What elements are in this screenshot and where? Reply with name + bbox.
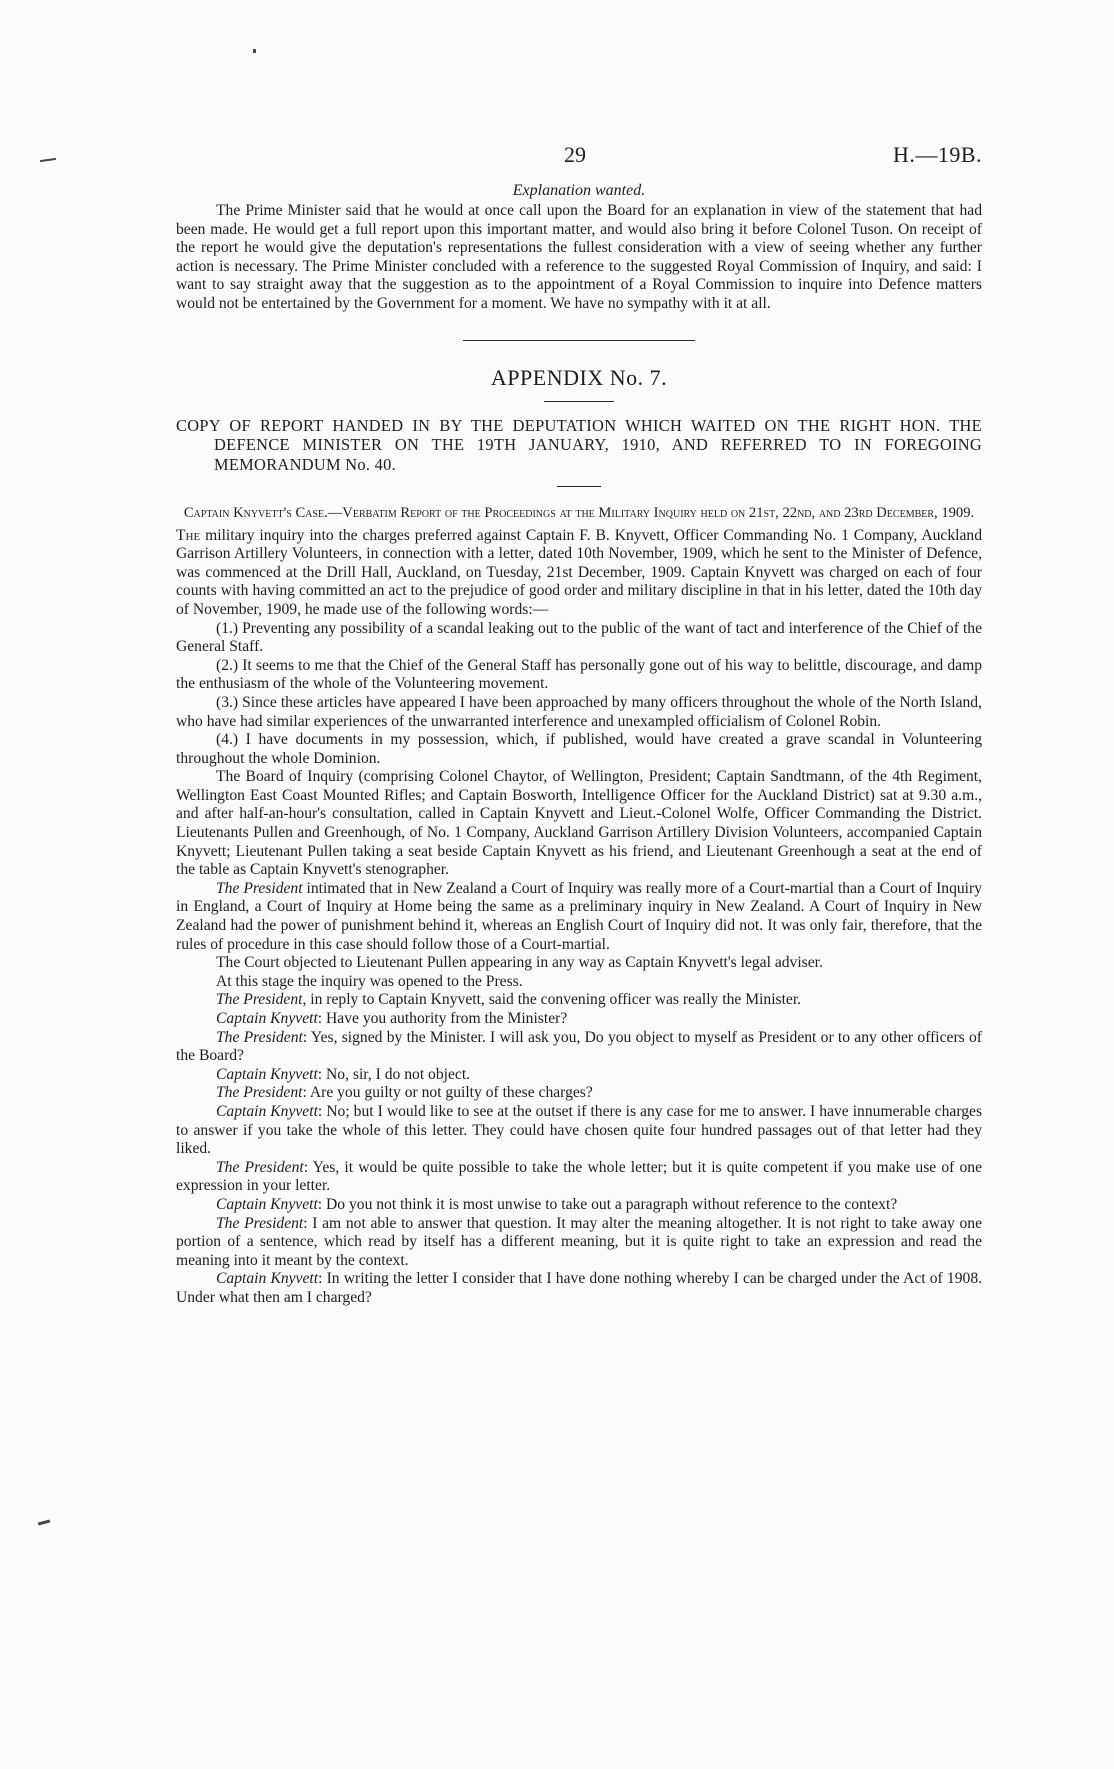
speaker-name: Captain Knyvett — [216, 1102, 318, 1120]
speaker-name: The President — [216, 991, 303, 1009]
case-heading: Captain Knyvett's Case.—Verbatim Report of the Proceedings at the Military Inquiry held on 21st, 22nd, and 23rd December, 1909. — [183, 505, 975, 522]
dialogue-paragraph — [176, 1270, 982, 1307]
count-4: (4.) I have documents in my possession, which, if published, would have created a grave scandal in Volunteering throughout the whole Dominion. — [176, 731, 982, 767]
speaker-separator: : — [303, 1214, 313, 1232]
speaker-name: The President — [216, 1158, 304, 1176]
count-1: (1.) Preventing any possibility of a scandal leaking out to the public of the want of tact and interference of the Chief of the General Staff. — [176, 619, 982, 656]
speaker-name: Captain Knyvett — [216, 1270, 319, 1288]
explanation-paragraph: The Prime Minister said that he would at once call upon the Board for an explanation in view of the statement that had been made. He would get a full report upon this important matter, and would also bring it before Colonel Tuson. On receipt of the report he would give the deputation's representations the fullest consideration with a view of seeing whether any further action is necessary. The Prime Minister concluded with a reference to the suggested Royal Commission of Inquiry, and said: I want to say straight away that the suggestion as to the appointment of a Royal Commission to inquire into Defence matters would not be entertained by the Government for a moment. We have no sympathy with it at all. — [176, 202, 982, 312]
running-header — [176, 130, 982, 167]
dialogue-paragraph — [176, 1215, 982, 1271]
dialogue-text: The Court objected to Lieutenant Pullen appearing in any way as Captain Knyvett's legal adviser. — [216, 954, 823, 972]
report-body — [176, 527, 982, 1308]
dialogue-paragraph — [176, 1066, 982, 1085]
scan-mark-left-bottom — [38, 1519, 50, 1525]
speaker-separator: , — [302, 991, 311, 1009]
dialogue-text: Have you authority from the Minister? — [326, 1010, 568, 1027]
dialogue-text: At this stage the inquiry was opened to the Press. — [216, 972, 523, 990]
report-title-divider — [557, 486, 601, 487]
section-divider — [463, 340, 695, 341]
dialogue-paragraph — [176, 973, 982, 992]
dialogue-text: intimated that in New Zealand a Court of Inquiry was really more of a Court-martial than a Court of Inquiry in England, a Court of Inquiry at Home being the same as a preliminary inquiry in New Zealand. A Court of Inquiry in New Zealand had the power of punishment behind it, whereas an English Court of Inquiry did not. It was only fair, therefore, that the rules of procedure in this case should follow those of a Court-martial. — [176, 879, 982, 953]
page-number: 29 — [564, 142, 586, 167]
dialogue-paragraph — [176, 1010, 982, 1029]
dialogue-text: In writing the letter I consider that I have done nothing whereby I can be charged under the Act of 1908. Under what then am I charged? — [176, 1270, 983, 1306]
speaker-separator: : — [317, 1010, 327, 1027]
speaker-separator: : — [318, 1270, 327, 1288]
board-paragraph: The Board of Inquiry (comprising Colonel Chaytor, of Wellington, President; Captain Sandtmann, of the 4th Regiment, Wellington East Coast Mounted Rifles; and Captain Bosworth, Intelligence Officer for the Auckland District) sat at 9.30 a.m., and after half-an-hour's consultation, called in Captain Knyvett and Lieut.-Colonel Wolfe, Officer Commanding the District. Lieutenants Pullen and Greenhough, of No. 1 Company, Auckland Garrison Artillery Division Volunteers, accompanied Captain Knyvett; Lieutenant Pullen taking a seat beside Captain Knyvett as his friend, and Lieutenant Greenhough a seat at the end of the table as Captain Knyvett's stenographer. — [176, 768, 982, 879]
dialogue-paragraph — [176, 1159, 982, 1196]
report-title: COPY OF REPORT HANDED IN BY THE DEPUTATION WHICH WAITED ON THE RIGHT HON. THE DEFENCE MINISTER ON THE 19TH JANUARY, 1910, AND REFERRED TO IN FOREGOING MEMORANDUM No. 40. — [176, 415, 982, 474]
dialogue-paragraph — [176, 1196, 982, 1215]
speaker-name: The President — [216, 1214, 304, 1232]
dialogue-paragraph — [176, 880, 982, 954]
speaker-separator: : — [317, 1195, 327, 1213]
speaker-name: The President — [216, 1028, 303, 1046]
dialogue-text: Yes, signed by the Minister. I will ask you, Do you object to myself as President or to any other officers of the Board? — [176, 1028, 982, 1065]
document-reference: H.—19B. — [892, 142, 982, 167]
speaker-separator: : — [302, 1028, 311, 1046]
dialogue-text: No; but I would like to see at the outset if there is any case for me to answer. I have innumerable charges to answer if you take the whole of this letter. They could have chosen quite four hundred passages out of that letter had they liked. — [176, 1102, 983, 1158]
dialogue-text: Yes, it would be quite possible to take the whole letter; but it is quite competent if you make use of one expression in your letter. — [176, 1158, 983, 1195]
count-2: (2.) It seems to me that the Chief of the General Staff has personally gone out of his way to belittle, discourage, and damp the enthusiasm of the whole of the Volunteering movement. — [176, 656, 982, 693]
speaker-separator: : — [303, 1158, 313, 1176]
document-page — [176, 130, 982, 1308]
intro-paragraph — [176, 527, 982, 620]
dialogue-text: No, sir, I do not object. — [326, 1065, 471, 1083]
scan-mark-left-top — [40, 158, 56, 162]
dialogue-text: in reply to Captain Knyvett, said the convening officer was really the Minister. — [310, 991, 802, 1009]
dialogue-paragraph — [176, 1103, 982, 1159]
speaker-name: The President — [216, 879, 303, 897]
intro-text: military inquiry into the charges preferred against Captain F. B. Knyvett, Officer Commanding No. 1 Company, Auckland Garrison Artillery Volunteers, in connection with a letter, dated 10th November, 1909, which he sent to the Minister of Defence, was commenced at the Drill Hall, Auckland, on Tuesday, 21st December, 1909. Captain Knyvett was charged on each of four counts with having committed an act to the prejudice of good order and military discipline in that in his letter, dated the 10th day of November, 1909, he made use of the following words:— — [176, 526, 982, 618]
speaker-separator: : — [302, 1084, 310, 1102]
speaker-name: Captain Knyvett — [216, 1065, 318, 1083]
speaker-name: Captain Knyvett — [216, 1195, 318, 1213]
dialogue-paragraph — [176, 1084, 982, 1103]
speaker-name: The President — [216, 1084, 303, 1102]
dialogue-text: Are you guilty or not guilty of these charges? — [309, 1084, 593, 1102]
intro-lead-word: The — [176, 526, 201, 544]
dialogue-paragraph — [176, 991, 982, 1010]
appendix-title: APPENDIX No. 7. — [490, 364, 668, 390]
dialogue-paragraph — [176, 954, 982, 973]
dialogue-text: I am not able to answer that question. It may alter the meaning altogether. It is not right to take away one portion of a sentence, which read by itself has a different meaning, but it is quite right to take an expression and read the meaning into it meant by the context. — [176, 1214, 982, 1269]
speaker-name: Captain Knyvett — [216, 1010, 318, 1027]
scan-speck — [253, 49, 256, 53]
count-3: (3.) Since these articles have appeared I have been approached by many officers throughout the whole of the North Island, who have had similar experiences of the unwarranted interference and unexampled officialism of Colonel Robin. — [176, 693, 982, 730]
dialogue-paragraph — [176, 1029, 982, 1066]
dialogue-text: Do you not think it is most unwise to take out a paragraph without reference to the context? — [326, 1195, 898, 1213]
explanation-heading: Explanation wanted. — [512, 182, 646, 199]
dialogue — [176, 880, 982, 1308]
speaker-separator: : — [317, 1065, 327, 1083]
title-divider — [544, 401, 614, 402]
speaker-separator: : — [317, 1102, 327, 1120]
